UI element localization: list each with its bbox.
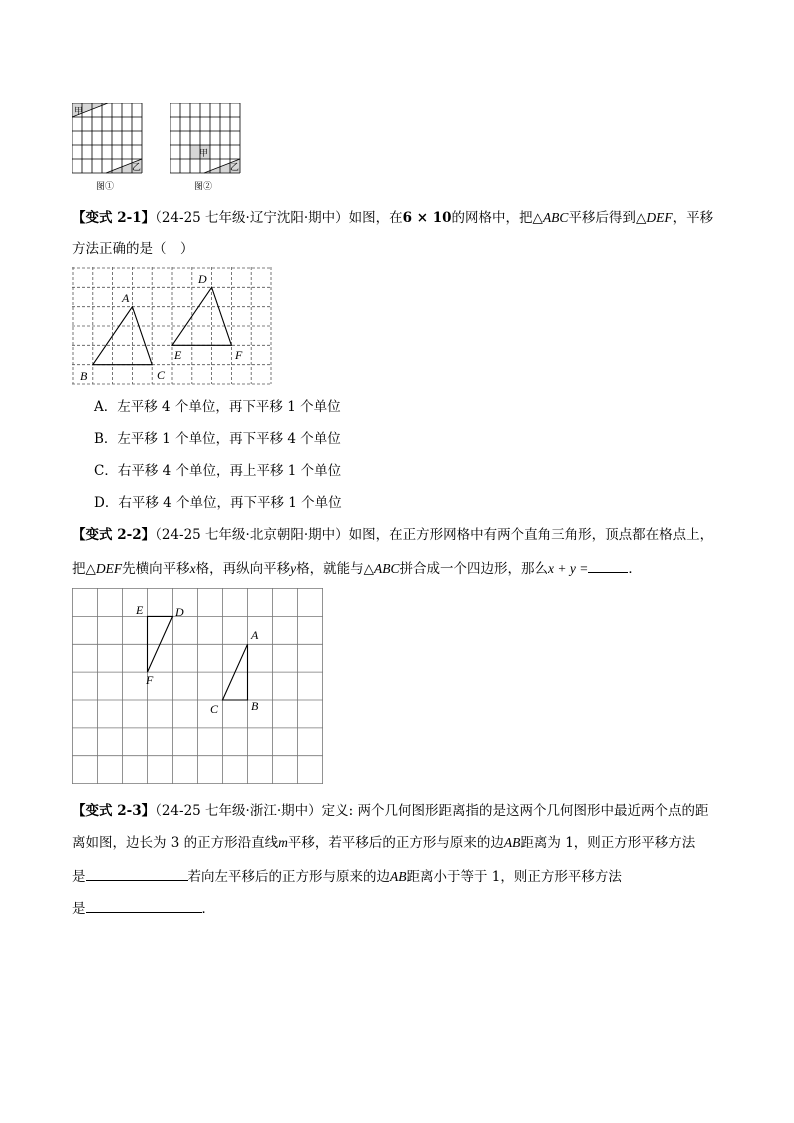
fig2-caption: 图②	[194, 181, 213, 191]
q23-text-b: 平移，若平移后的正方形与原来的边	[287, 835, 504, 851]
q22-text-b: 先横向平移	[122, 561, 190, 577]
q21-option-c[interactable]: C．右平移 4 个单位，再上平移 1 个单位	[94, 463, 342, 479]
triangle-def	[172, 287, 231, 345]
fig1-caption: 图①	[96, 181, 115, 191]
q23-text-d: 是	[72, 869, 86, 885]
q21-text-d: ，平移	[672, 210, 714, 226]
q21-text-b: 的网格中，把	[451, 210, 533, 226]
q23-end: ．	[201, 901, 215, 917]
q23-line4	[72, 898, 215, 918]
q21-label-d: D	[198, 272, 207, 286]
q22-label-e: E	[136, 603, 144, 617]
q23-source: （24-25 七年级·浙江·期中）	[155, 803, 322, 819]
q21-text-c: 平移后得到	[568, 210, 636, 226]
q22-label-f: F	[146, 673, 154, 687]
q22-line2	[72, 558, 642, 578]
q21-line2: 方法正确的是（ ）	[72, 241, 194, 257]
q21-grid-size: 6 × 10	[402, 210, 452, 226]
q21-option-b[interactable]: B．左平移 1 个单位，再下平移 4 个单位	[94, 431, 341, 447]
q23-answer-blank-2[interactable]	[86, 898, 202, 913]
q23-tag: 【变式 2-3】	[72, 803, 156, 819]
q22-label-d: D	[175, 605, 184, 619]
q22-expression: x + y =	[548, 561, 589, 576]
q21-line1	[72, 209, 713, 227]
q21-label-c: C	[157, 368, 166, 382]
fig2-jia-label: 甲	[199, 148, 209, 158]
q21-option-d[interactable]: D．右平移 4 个单位，再下平移 1 个单位	[94, 495, 342, 511]
q23-ab-2: AB	[390, 869, 407, 884]
q22-text-c: 格，再纵向平移	[195, 561, 291, 577]
q21-option-a[interactable]: A．左平移 4 个单位，再下平移 1 个单位	[94, 399, 341, 415]
q23-text-e: 若向左平移后的正方形与原来的边	[187, 869, 390, 885]
q21-label-b: B	[80, 369, 88, 383]
q21-source: （24-25 七年级·辽宁沈阳·期中）	[155, 210, 349, 226]
q21-tag: 【变式 2-1】	[72, 210, 156, 226]
fig1-yi-label: 乙	[132, 162, 142, 172]
triangle-abc	[93, 307, 152, 365]
q21-triangle-symbol: △	[532, 210, 543, 226]
q22-end: ．	[628, 561, 642, 577]
q22-triangle-symbol: △	[85, 561, 96, 577]
q22-line1	[72, 526, 713, 544]
q23-text-c: 距离为 1，则正方形平移方法	[520, 835, 696, 851]
fig1-jia-label: 甲	[74, 106, 84, 116]
q22-tag: 【变式 2-2】	[72, 527, 156, 543]
q22-label-b: B	[251, 699, 259, 713]
q23-text-1: 定义: 两个几何图形距离指的是这两个几何图形中最近两个点的距	[321, 803, 709, 819]
q22-text-1: 如图，在正方形网格中有两个直角三角形，顶点都在格点上，	[348, 527, 714, 543]
q22-text-a: 把	[72, 561, 86, 577]
q22-answer-blank[interactable]	[588, 558, 628, 573]
figure-2	[170, 103, 246, 193]
q23-line1	[72, 802, 708, 820]
q22-label-a: A	[251, 628, 259, 642]
q22-text-e: 拼合成一个四边形，那么	[399, 561, 549, 577]
q21-triangle-symbol-2: △	[635, 210, 647, 226]
q22-x: x	[189, 561, 196, 576]
q21-label-e: E	[174, 348, 182, 362]
q22-label-c: C	[210, 702, 219, 716]
q22-abc: ABC	[374, 561, 400, 576]
q23-m: m	[278, 835, 288, 850]
q21-abc: ABC	[542, 210, 569, 225]
q21-def: DEF	[646, 210, 673, 225]
q22-y: y	[290, 561, 297, 576]
q23-answer-blank-1[interactable]	[86, 866, 188, 881]
q21-text-a: 如图，在	[348, 210, 403, 226]
q23-ab: AB	[503, 835, 521, 850]
q22-grid-figure	[72, 588, 326, 786]
q21-label-f: F	[235, 348, 243, 362]
q23-line3	[72, 866, 622, 886]
q22-source: （24-25 七年级·北京朝阳·期中）	[155, 527, 349, 543]
q21-grid-figure	[72, 267, 276, 389]
q21-label-a: A	[122, 291, 130, 305]
q22-def: DEF	[95, 561, 123, 576]
fig2-yi-label: 乙	[230, 162, 240, 172]
q23-text-f: 距离小于等于 1，则正方形平移方法	[406, 869, 622, 885]
q23-line2	[72, 834, 695, 852]
figure-1	[72, 103, 148, 193]
q23-text-g: 是	[72, 901, 86, 917]
q22-text-d: 格，就能与	[296, 561, 364, 577]
q23-text-a: 离如图，边长为 3 的正方形沿直线	[72, 835, 279, 851]
q22-triangle-symbol-2: △	[363, 561, 375, 577]
